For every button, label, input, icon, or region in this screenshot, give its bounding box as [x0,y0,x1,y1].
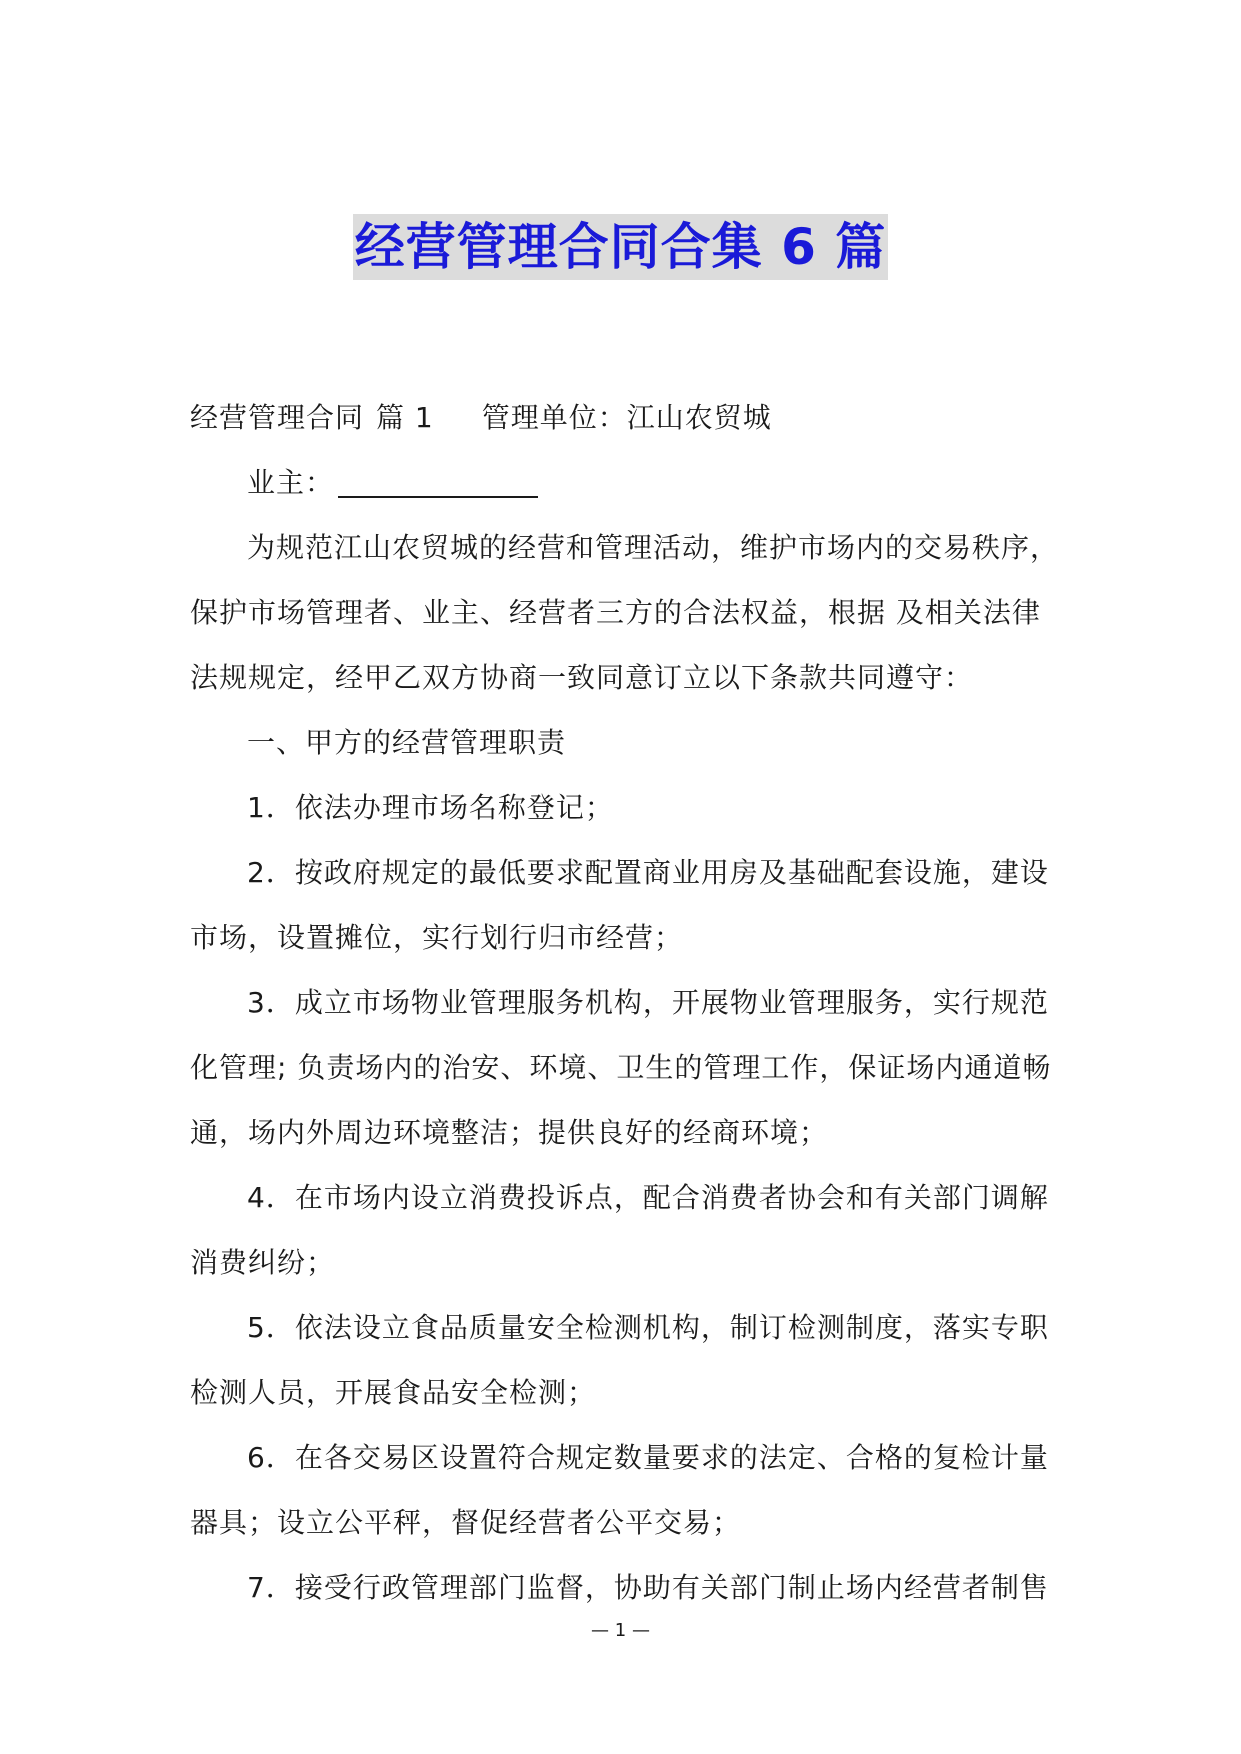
intro-line-2: 保护市场管理者、业主、经营者三方的合法权益，根据 及相关法律 [190,596,1041,629]
contract-heading [190,385,1056,450]
owner-row [190,450,1056,515]
owner-blank-line [338,466,538,498]
item-6-line-2: 器具；设立公平秤，督促经营者公平交易； [190,1506,742,1539]
item-4-line-2: 消费纠纷； [190,1246,336,1279]
item-6-line-1: 6．在各交易区设置符合规定数量要求的法定、合格的复检计量 [247,1441,1049,1474]
item-7-line-1: 7．接受行政管理部门监督，协助有关部门制止场内经营者制售 [247,1571,1049,1604]
document-title: 经营管理合同合集 6 篇 [353,214,889,280]
contract-name: 经营管理合同 [190,401,365,434]
item-3-line-3: 通，场内外周边环境整洁；提供良好的经商环境； [190,1116,829,1149]
item-4-line-1: 4．在市场内设立消费投诉点，配合消费者协会和有关部门调解 [247,1181,1049,1214]
part-label: 篇 1 [376,401,434,434]
owner-label: 业主： [247,466,335,499]
management-unit: 管理单位：江山农贸城 [481,401,772,434]
item-3-line-1: 3．成立市场物业管理服务机构，开展物业管理服务，实行规范 [247,986,1049,1019]
item-2-line-2: 市场，设置摊位，实行划行归市经营； [190,921,684,954]
title-container [0,214,1241,280]
page-number: — 1 — [591,1620,650,1641]
item-2-line-1: 2．按政府规定的最低要求配置商业用房及基础配套设施，建设 [247,856,1049,889]
item-5-line-1: 5．依法设立食品质量安全检测机构，制订检测制度，落实专职 [247,1311,1049,1344]
document-body [190,385,1060,1620]
intro-line-1: 为规范江山农贸城的经营和管理活动，维护市场内的交易秩序， [247,531,1060,564]
intro-line-3: 法规规定，经甲乙双方协商一致同意订立以下条款共同遵守： [190,661,974,694]
item-5-line-2: 检测人员，开展食品安全检测； [190,1376,597,1409]
item-3-line-2: 化管理; 负责场内的治安、环境、卫生的管理工作，保证场内通道畅 [190,1051,1052,1084]
section-heading-1: 一、甲方的经营管理职责 [247,726,567,759]
item-1: 1．依法办理市场名称登记； [247,791,614,824]
